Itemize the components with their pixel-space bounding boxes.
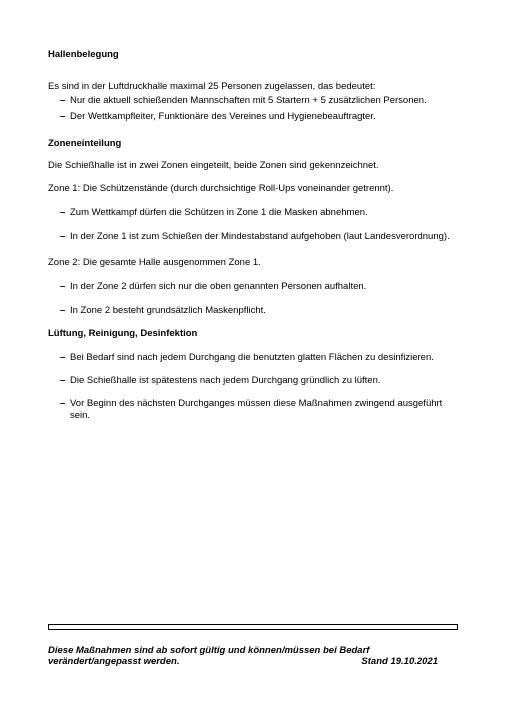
list-item: – Vor Beginn des nächsten Durchganges müssen diese Maßnahmen zwingend ausgeführt sein. <box>60 397 443 421</box>
zone2-description: Zone 2: Die gesamte Halle ausgenommen Zone 1. <box>48 257 261 269</box>
footer-line-1: Diese Maßnahmen sind ab sofort gültig und können/müssen bei Bedarf <box>48 645 370 656</box>
dash-icon: – <box>60 207 66 219</box>
list-item: – Bei Bedarf sind nach jedem Durchgang die benutzten glatten Flächen zu desinfizieren. <box>60 351 434 363</box>
list-item: – Der Wettkampfleiter, Funktionäre des Vereines und Hygienebeauftragter. <box>60 110 376 122</box>
dash-icon: – <box>60 110 66 122</box>
lueftung-list <box>48 352 458 422</box>
hallenbelegung-list <box>48 95 458 123</box>
footer-stand-date: Stand 19.10.2021 <box>361 656 438 668</box>
zone1-list <box>48 205 458 244</box>
footer-divider <box>48 624 458 630</box>
zoneneinteilung-intro: Die Schießhalle ist in zwei Zonen eingeteilt, beide Zonen sind gekennzeichnet. <box>48 160 379 172</box>
dash-icon: – <box>60 351 66 363</box>
zone2-list <box>48 281 458 317</box>
list-item: – Zum Wettkampf dürfen die Schützen in Zone 1 die Masken abnehmen. <box>48 205 458 221</box>
list-item: – In Zone 2 besteht grundsätzlich Maskenpflicht. <box>60 305 266 317</box>
list-item: – Die Schießhalle ist spätestens nach jedem Durchgang gründlich zu lüften. <box>60 374 381 386</box>
dash-icon: – <box>60 230 66 242</box>
heading-zoneneinteilung: Zoneneinteilung <box>48 137 122 149</box>
heading-hallenbelegung: Hallenbelegung <box>48 49 119 60</box>
dash-icon: – <box>60 397 66 409</box>
list-item: – Nur die aktuell schießenden Mannschaften mit 5 Startern + 5 zusätzlichen Personen. <box>60 94 427 106</box>
footer-line-2: verändert/angepasst werden. <box>48 656 180 668</box>
document-body <box>48 49 458 421</box>
heading-lueftung: Lüftung, Reinigung, Desinfektion <box>48 328 198 340</box>
dash-icon: – <box>60 281 66 293</box>
dash-icon: – <box>60 94 66 106</box>
footer-note <box>48 645 438 668</box>
list-item: – In der Zone 2 dürfen sich nur die oben genannten Personen aufhalten. <box>60 281 367 293</box>
dash-icon: – <box>60 305 66 317</box>
list-item: – In der Zone 1 ist zum Schießen der Mindestabstand aufgehoben (laut Landesverordnung). <box>48 229 458 245</box>
zone1-description: Zone 1: Die Schützenstände (durch durchsichtige Roll-Ups voneinander getrennt). <box>48 183 394 195</box>
hallenbelegung-intro: Es sind in der Luftdruckhalle maximal 25 Personen zugelassen, das bedeutet: <box>48 80 376 92</box>
dash-icon: – <box>60 374 66 386</box>
